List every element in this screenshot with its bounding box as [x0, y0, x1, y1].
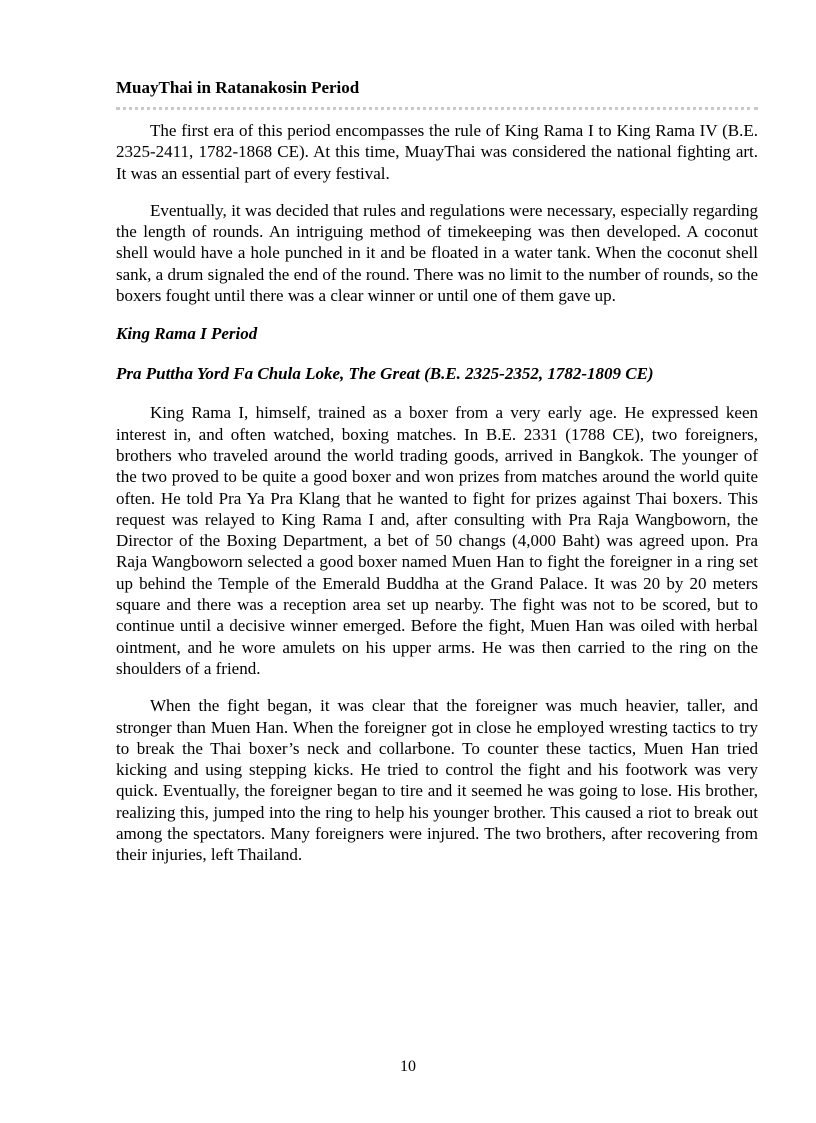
section-subheading: Pra Puttha Yord Fa Chula Loke, The Great (B.E. 2325-2352, 1782-1809 CE): [116, 364, 654, 384]
intro-paragraph-2: Eventually, it was decided that rules and regulations were necessary, especially regarding the length of rounds. An intriguing method of timekeeping was then developed. A coconut shell would have a hole punched in it and be floated in a water tank. When the coconut shell sank, a drum signaled the end of the round. There was no limit to the number of rounds, so the boxers fought until there was a clear winner or until one of them gave up.: [116, 200, 758, 306]
title-divider: [116, 107, 758, 110]
page-content: [116, 74, 758, 882]
section-heading: King Rama I Period: [116, 324, 258, 344]
page-number: 10: [400, 1058, 416, 1075]
page-title: MuayThai in Ratanakosin Period: [116, 78, 360, 97]
section-paragraph-2: When the fight began, it was clear that the foreigner was much heavier, taller, and stronger than Muen Han. When the foreigner got in close he employed wresting tactics to try to break the Thai boxer’s neck and collarbone. To counter these tactics, Muen Han tried kicking and using stepping kicks. He tried to control the fight and his footwork was very quick. Eventually, the foreigner began to tire and it seemed he was going to lose. His brother, realizing this, jumped into the ring to help his younger brother. This caused a riot to break out among the spectators. Many foreigners were injured. The two brothers, after recovering from their injuries, left Thailand.: [116, 696, 758, 865]
section-paragraph-1: King Rama I, himself, trained as a boxer from a very early age. He expressed keen interest in, and often watched, boxing matches. In B.E. 2331 (1788 CE), two foreigners, brothers who traveled around the world trading goods, arrived in Bangkok. The younger of the two proved to be quite a good boxer and won prizes from matches around the world quite often. He told Pra Ya Pra Klang that he wanted to fight for prizes against Thai boxers. This request was relayed to King Rama I and, after consulting with Pra Raja Wangboworn, the Director of the Boxing Department, a bet of 50 changs (4,000 Baht) was agreed upon. Pra Raja Wangboworn selected a good boxer named Muen Han to fight the foreigner in a ring set up behind the Temple of the Emerald Buddha at the Grand Palace. It was 20 by 20 meters square and there was a reception area set up nearby. The fight was not to be scored, but to continue until a decisive winner emerged. Before the fight, Muen Han was oiled with herbal ointment, and he wore amulets on his upper arms. He was then carried to the ring on the shoulders of a friend.: [116, 403, 758, 678]
intro-paragraph-1: The first era of this period encompasses the rule of King Rama I to King Rama IV (B.E. 2325-2411, 1782-1868 CE). At this time, MuayThai was considered the national fighting art. It was an essential part of every festival.: [116, 121, 758, 183]
